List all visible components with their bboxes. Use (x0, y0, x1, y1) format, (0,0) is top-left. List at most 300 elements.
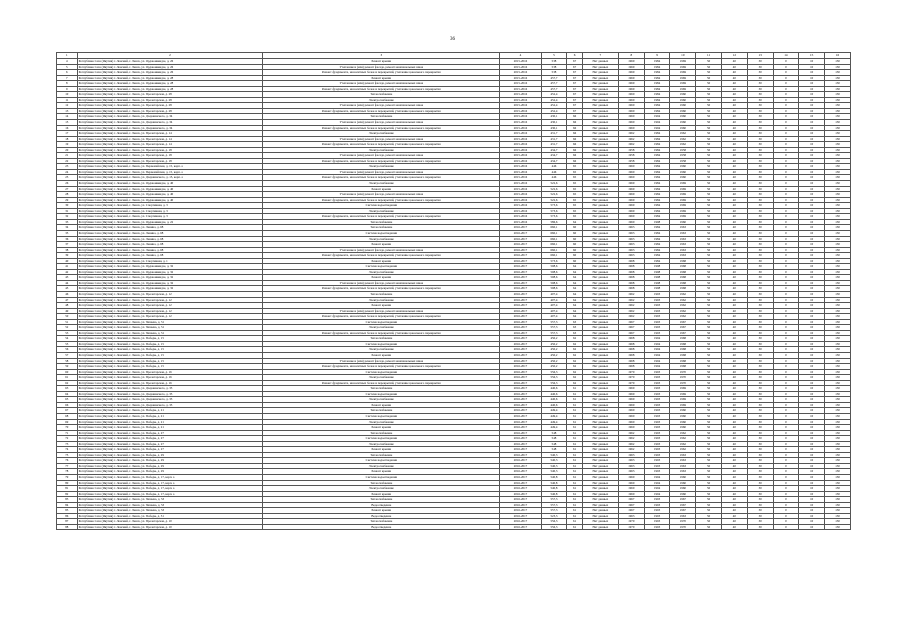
table-cell: 10 (799, 336, 825, 342)
table-cell: Ремонт фундамента, монолитных балок и перекрытий, утепление цокольного перекрытия (263, 214, 500, 220)
table-cell: 46 (57, 291, 78, 297)
table-cell: 130 (825, 158, 851, 164)
table-cell: 40 (721, 364, 747, 370)
table-cell: 130 (825, 291, 851, 297)
table-cell: Ремонт фундамента, монолитных балок и перекрытий, утепление цокольного перекрытия (263, 175, 500, 181)
table-cell: 522,6 (541, 186, 567, 192)
table-cell: Республика Саха (Якутия) г. Ленский, г. Ленск, ул. Пролетарская, д. 28 (77, 108, 263, 114)
table-cell: Теплоснабжение (263, 480, 500, 486)
table-cell: Теплоснабжение (263, 336, 500, 342)
table-cell: 557,3 (541, 319, 567, 325)
table-cell: 1960 (670, 108, 696, 114)
table-cell: 130 (825, 330, 851, 336)
table-cell: 1969 (670, 197, 696, 203)
table-cell: Нет данных (582, 142, 618, 148)
table-cell: 10 (799, 108, 825, 114)
table-cell: 87 (57, 519, 78, 525)
table-cell: 10 (799, 225, 825, 231)
table-cell: 50 (696, 208, 722, 214)
table-cell: 1993 (644, 425, 670, 431)
table-cell: 1962 (670, 441, 696, 447)
table-cell: 10 (799, 314, 825, 320)
table-cell: Республика Саха (Якутия) г. Ленский, г. Ленск, ул. Дзержинского, д. 34 (77, 120, 263, 126)
table-cell: 40 (721, 131, 747, 137)
table-cell: 64 (567, 264, 582, 270)
table-cell: 10 (799, 208, 825, 214)
table-cell: 1984 (644, 181, 670, 187)
table-cell: 452,4 (541, 103, 567, 109)
table-cell: 66 (567, 114, 582, 120)
table-cell: 2015-2016 (500, 181, 541, 187)
table-cell: 2016-2017 (500, 430, 541, 436)
table-cell: 522,6 (541, 192, 567, 198)
table-cell: 2016-2017 (500, 386, 541, 392)
table-cell: 40 (721, 242, 747, 248)
table-cell: Нет данных (582, 230, 618, 236)
table-cell: 1960 (618, 114, 644, 120)
table-cell: Теплоснабжение (263, 92, 500, 98)
table-cell: 40 (721, 391, 747, 397)
table-cell: 1962 (670, 131, 696, 137)
table-cell: 573,6 (541, 258, 567, 264)
table-cell: 130 (825, 192, 851, 198)
table-cell: 40 (721, 236, 747, 242)
table-cell: 30 (747, 463, 773, 469)
table-cell: 1970 (618, 524, 644, 530)
table-cell: 1993 (644, 314, 670, 320)
table-cell: 2015-2016 (500, 192, 541, 198)
table-cell: Республика Саха (Якутия) г. Ленский, г. Ленск, ул. Чапаева, д. 51 (77, 319, 263, 325)
table-cell: 30 (747, 391, 773, 397)
table-cell: 50 (696, 441, 722, 447)
table-cell: 0 (773, 142, 799, 148)
table-cell: Ремонт крыши (263, 491, 500, 497)
table-cell: 1962 (670, 308, 696, 314)
table-cell: 1960 (618, 120, 644, 126)
table-cell: 1994 (644, 336, 670, 342)
table-cell: 1970 (670, 524, 696, 530)
table-cell: 2015-2016 (500, 142, 541, 148)
table-cell: 50 (696, 291, 722, 297)
table-cell: 67 (567, 97, 582, 103)
table-cell: 446 (541, 169, 567, 175)
table-cell: 61 (567, 463, 582, 469)
table-cell: 130 (825, 208, 851, 214)
table-cell: 1993 (644, 524, 670, 530)
table-cell: 130 (825, 441, 851, 447)
table-cell: 522,6 (541, 197, 567, 203)
table-cell: Республика Саха (Якутия) г. Ленский, г. Ленск, ул. Ленина, д. 68 (77, 242, 263, 248)
table-cell: 40 (721, 297, 747, 303)
table-cell: 50 (696, 297, 722, 303)
column-number-cell: 7 (582, 53, 618, 59)
table-cell: 60 (567, 225, 582, 231)
table-cell: 0 (773, 208, 799, 214)
table-cell: 10 (799, 142, 825, 148)
table-cell: 130 (825, 175, 851, 181)
table-cell: 2016-2017 (500, 314, 541, 320)
table-cell: 1993 (644, 325, 670, 331)
table-cell: 1969 (670, 192, 696, 198)
table-cell: 50 (696, 386, 722, 392)
table-cell: 1984 (644, 230, 670, 236)
table-cell: 1984 (644, 81, 670, 87)
table-cell: Теплоснабжение (263, 430, 500, 436)
table-cell: 10 (799, 358, 825, 364)
table-cell: 1960 (670, 419, 696, 425)
table-cell: 26 (57, 181, 78, 187)
table-cell: 30 (747, 519, 773, 525)
table-cell: 30 (747, 86, 773, 92)
table-cell: 449,4 (541, 419, 567, 425)
table-cell: 10 (799, 264, 825, 270)
table-cell: Водоотведение (263, 502, 500, 508)
table-cell: 66 (567, 153, 582, 159)
table-cell: 1968 (670, 280, 696, 286)
table-cell: 30 (747, 480, 773, 486)
table-cell: 1969 (618, 386, 644, 392)
table-cell: 0 (773, 502, 799, 508)
table-cell: 40 (721, 375, 747, 381)
table-cell: 1963 (670, 253, 696, 259)
table-cell: 0 (773, 230, 799, 236)
table-cell: Нет данных (582, 352, 618, 358)
table-cell: Утепление и (или) ремонт фасада, ремонт межпанельных швов (263, 153, 500, 159)
table-cell: Республика Саха (Якутия) г. Ленский, г. Ленск, ул. Орджоникидзе, д. 32 (77, 269, 263, 275)
table-cell: 30 (747, 75, 773, 81)
table-cell: 1984 (644, 175, 670, 181)
table-cell: 10 (799, 452, 825, 458)
table-cell: 1962 (618, 131, 644, 137)
table-cell: 1969 (670, 86, 696, 92)
table-cell: 10 (799, 297, 825, 303)
table-cell: 10 (799, 64, 825, 70)
table-cell: 0 (773, 59, 799, 65)
table-cell: 557,3 (541, 497, 567, 503)
table-cell: 2016-2017 (500, 308, 541, 314)
table-cell: 50 (696, 303, 722, 309)
table-cell: 1962 (618, 142, 644, 148)
column-number-cell: 10 (670, 53, 696, 59)
table-cell: 449,4 (541, 425, 567, 431)
table-cell: 40 (721, 158, 747, 164)
table-cell: 1963 (670, 247, 696, 253)
table-cell: 2016-2017 (500, 286, 541, 292)
table-cell: 2015-2016 (500, 59, 541, 65)
table-cell: 1993 (644, 502, 670, 508)
table-cell: 2016-2017 (500, 375, 541, 381)
table-cell: Республика Саха (Якутия) г. Ленский, г. Ленск, ул. Победы, д. 15 (77, 358, 263, 364)
table-cell: 84 (57, 502, 78, 508)
table-cell: 1993 (644, 408, 670, 414)
table-cell: Нет данных (582, 125, 618, 131)
table-cell: 1960 (618, 425, 644, 431)
table-cell: 50 (696, 214, 722, 220)
table-cell: 2016-2017 (500, 258, 541, 264)
table-cell: 130 (825, 86, 851, 92)
table-cell: 0 (773, 192, 799, 198)
table-cell: 61 (567, 452, 582, 458)
table-cell: 1969 (618, 59, 644, 65)
table-cell: 130 (825, 59, 851, 65)
table-cell: 130 (825, 386, 851, 392)
table-cell: 130 (825, 103, 851, 109)
table-cell: 30 (747, 264, 773, 270)
table-cell: 40 (721, 369, 747, 375)
table-cell: 54 (57, 336, 78, 342)
table-cell: 1967 (670, 502, 696, 508)
table-cell: 62 (567, 352, 582, 358)
column-number-cell: 1 (57, 53, 78, 59)
table-cell: 40 (721, 275, 747, 281)
table-cell: 50 (696, 225, 722, 231)
table-cell: 1968 (670, 358, 696, 364)
table-cell: 130 (825, 319, 851, 325)
table-cell: 2016-2017 (500, 414, 541, 420)
table-cell: 50 (696, 164, 722, 170)
table-cell: 0 (773, 258, 799, 264)
table-cell: Электроснабжение (263, 419, 500, 425)
table-cell: 79 (57, 475, 78, 481)
table-cell: 1984 (644, 103, 670, 109)
table-cell: 1984 (644, 153, 670, 159)
table-cell: 1968 (670, 264, 696, 270)
table-cell: Республика Саха (Якутия) г. Ленский, г. Ленск, ул. Чапаева, д. 51 (77, 330, 263, 336)
table-cell: 40 (721, 114, 747, 120)
table-cell: 130 (825, 269, 851, 275)
table-cell: 67 (567, 86, 582, 92)
table-cell: 548 (541, 436, 567, 442)
table-cell: Нет данных (582, 419, 618, 425)
table-cell: 2016-2017 (500, 452, 541, 458)
table-cell: Электроснабжение (263, 181, 500, 187)
table-cell: Утепление и (или) ремонт фасада, ремонт межпанельных швов (263, 136, 500, 142)
table-cell: 30 (747, 508, 773, 514)
table-cell: 130 (825, 236, 851, 242)
table-cell: 64 (567, 275, 582, 281)
table-cell: Республика Саха (Якутия) г. Ленский, г. Ленск, ул. Победы, д. 21 (77, 408, 263, 414)
table-cell: 30 (747, 280, 773, 286)
table-cell: 434,7 (541, 158, 567, 164)
table-cell: Электроснабжение (263, 397, 500, 403)
table-cell: 1962 (670, 447, 696, 453)
table-cell: 2016-2017 (500, 419, 541, 425)
table-cell: 130 (825, 391, 851, 397)
table-cell: 30 (747, 181, 773, 187)
table-cell: Ремонт крыши (263, 469, 500, 475)
table-cell: 50 (696, 175, 722, 181)
table-cell: 1967 (618, 325, 644, 331)
table-cell: 1984 (644, 164, 670, 170)
table-cell: 67 (567, 108, 582, 114)
table-cell: 1968 (670, 258, 696, 264)
table-cell: 0 (773, 347, 799, 353)
table-cell: Республика Саха (Якутия) г. Ленский, г. Ленск, ул. Пролетарская, д. 12 (77, 297, 263, 303)
table-cell: 407,4 (541, 303, 567, 309)
table-cell: 1963 (670, 242, 696, 248)
table-cell: Республика Саха (Якутия) г. Ленский, г. Ленск, ул. Орджоникидзе, д. 28 (77, 81, 263, 87)
table-cell: 1962 (670, 314, 696, 320)
table-cell: 51 (57, 319, 78, 325)
table-cell: 1963 (618, 242, 644, 248)
table-cell: 88 (57, 524, 78, 530)
table-cell: 40 (721, 197, 747, 203)
table-cell: 0 (773, 452, 799, 458)
table-cell: 30 (747, 275, 773, 281)
table-cell: Утепление и (или) ремонт фасада, ремонт межпанельных швов (263, 103, 500, 109)
table-cell: 50 (696, 247, 722, 253)
table-cell: 50 (696, 75, 722, 81)
table-cell: 0 (773, 136, 799, 142)
table-cell: Электроснабжение (263, 97, 500, 103)
table-cell: 0 (773, 297, 799, 303)
table-cell: 1968 (618, 347, 644, 353)
table-cell: 0 (773, 158, 799, 164)
table-cell: 10 (799, 519, 825, 525)
table-cell: Нет данных (582, 186, 618, 192)
table-cell: 0 (773, 291, 799, 297)
table-cell: 30 (747, 430, 773, 436)
table-cell: Республика Саха (Якутия) г. Ленский, г. Ленск, ул. Орджоникидзе, д. 32 (77, 275, 263, 281)
table-cell: 1993 (644, 414, 670, 420)
table-cell: 1969 (670, 208, 696, 214)
table-cell: 40 (721, 125, 747, 131)
table-cell: 40 (721, 463, 747, 469)
table-cell: 508,6 (541, 286, 567, 292)
table-cell: 50 (696, 230, 722, 236)
table-cell: 30 (747, 408, 773, 414)
table-cell: 1968 (618, 275, 644, 281)
table-cell: 1998 (644, 269, 670, 275)
table-cell: 557,3 (541, 325, 567, 331)
table-cell: 39 (57, 253, 78, 259)
table-cell: 556,3 (541, 375, 567, 381)
table-cell: 0 (773, 286, 799, 292)
table-cell: 10 (799, 347, 825, 353)
table-cell: 0 (773, 524, 799, 530)
table-cell: Система водоотведения (263, 391, 500, 397)
table-cell: 50 (696, 430, 722, 436)
table-cell: Утепление и (или) ремонт фасада, ремонт межпанельных швов (263, 81, 500, 87)
table-cell: 1963 (618, 225, 644, 231)
table-cell: Система водоотведения (263, 436, 500, 442)
table-cell: Утепление и (или) ремонт фасада, ремонт межпанельных швов (263, 169, 500, 175)
table-cell: 61 (567, 458, 582, 464)
table-cell: 1969 (670, 59, 696, 65)
table-cell: 1993 (644, 297, 670, 303)
table-cell: 2016-2017 (500, 253, 541, 259)
table-cell: 130 (825, 258, 851, 264)
table-cell: 50 (696, 181, 722, 187)
table-cell: 40 (721, 347, 747, 353)
table-cell: 1984 (644, 192, 670, 198)
table-cell: 0 (773, 253, 799, 259)
table-cell: 30 (747, 352, 773, 358)
table-cell: 10 (799, 214, 825, 220)
table-cell: 10 (799, 197, 825, 203)
table-cell: Нет данных (582, 258, 618, 264)
table-cell: 2015-2016 (500, 175, 541, 181)
column-number-cell: 13 (747, 53, 773, 59)
table-cell: 130 (825, 169, 851, 175)
table-cell: 2016-2017 (500, 341, 541, 347)
table-cell: 30 (747, 314, 773, 320)
table-cell: 0 (773, 364, 799, 370)
table-cell: 2016-2017 (500, 347, 541, 353)
table-cell: 40 (721, 181, 747, 187)
table-cell: 556,3 (541, 519, 567, 525)
table-cell: Нет данных (582, 497, 618, 503)
table-cell: 2016-2017 (500, 297, 541, 303)
table-cell: 61 (567, 447, 582, 453)
table-cell: 2015-2016 (500, 70, 541, 76)
table-cell: 50 (696, 391, 722, 397)
table-cell: 61 (567, 475, 582, 481)
column-number-cell: 14 (773, 53, 799, 59)
table-cell: 0 (773, 358, 799, 364)
table-cell: 40 (721, 475, 747, 481)
table-cell: 50 (696, 92, 722, 98)
table-cell: 0 (773, 319, 799, 325)
table-cell: Нет данных (582, 347, 618, 353)
table-cell: 2016-2017 (500, 463, 541, 469)
table-cell: 10 (799, 319, 825, 325)
table-cell: 30 (747, 136, 773, 142)
table-cell: 130 (825, 214, 851, 220)
table-cell: 434,7 (541, 147, 567, 153)
table-cell: 81 (57, 486, 78, 492)
table-cell: Республика Саха (Якутия) г. Ленский, г. Ленск, ул. Пролетарская, д. 14 (77, 142, 263, 148)
table-cell: 2015-2016 (500, 214, 541, 220)
table-cell: 40 (721, 286, 747, 292)
table-cell: 1994 (644, 347, 670, 353)
table-cell: Республика Саха (Якутия) г. Ленский, г. Ленск, ул. Победы, д. 15 (77, 347, 263, 353)
table-cell: 50 (696, 369, 722, 375)
table-cell: 50 (696, 513, 722, 519)
table-cell: 2016-2017 (500, 280, 541, 286)
table-cell: 10 (799, 497, 825, 503)
table-cell: 25 (57, 175, 78, 181)
table-cell: 130 (825, 380, 851, 386)
table-cell: 130 (825, 341, 851, 347)
table-cell: Республика Саха (Якутия) г. Ленский, г. Ленск, ул. Победы, д. 29 (77, 452, 263, 458)
table-cell: 10 (799, 153, 825, 159)
table-cell: 30 (747, 513, 773, 519)
table-cell: 50 (696, 136, 722, 142)
table-cell: 1969 (670, 181, 696, 187)
table-cell: 22 (57, 158, 78, 164)
table-cell: 1994 (644, 358, 670, 364)
table-cell: 40 (721, 397, 747, 403)
table-cell: 30 (747, 419, 773, 425)
table-cell: Ремонт крыши (263, 352, 500, 358)
table-cell: 1968 (670, 275, 696, 281)
table-cell: 508,6 (541, 280, 567, 286)
table-cell: 61 (567, 397, 582, 403)
table-cell: 40 (721, 330, 747, 336)
table-cell: 1960 (618, 97, 644, 103)
table-cell: 130 (825, 497, 851, 503)
table-cell: Электроснабжение (263, 297, 500, 303)
table-cell: 457,7 (541, 81, 567, 87)
table-cell: 65 (57, 397, 78, 403)
table-cell: 0 (773, 475, 799, 481)
table-cell: 40 (721, 325, 747, 331)
table-cell: 1993 (644, 319, 670, 325)
table-cell: 10 (799, 103, 825, 109)
table-cell: 62 (567, 364, 582, 370)
table-cell: 0 (773, 341, 799, 347)
